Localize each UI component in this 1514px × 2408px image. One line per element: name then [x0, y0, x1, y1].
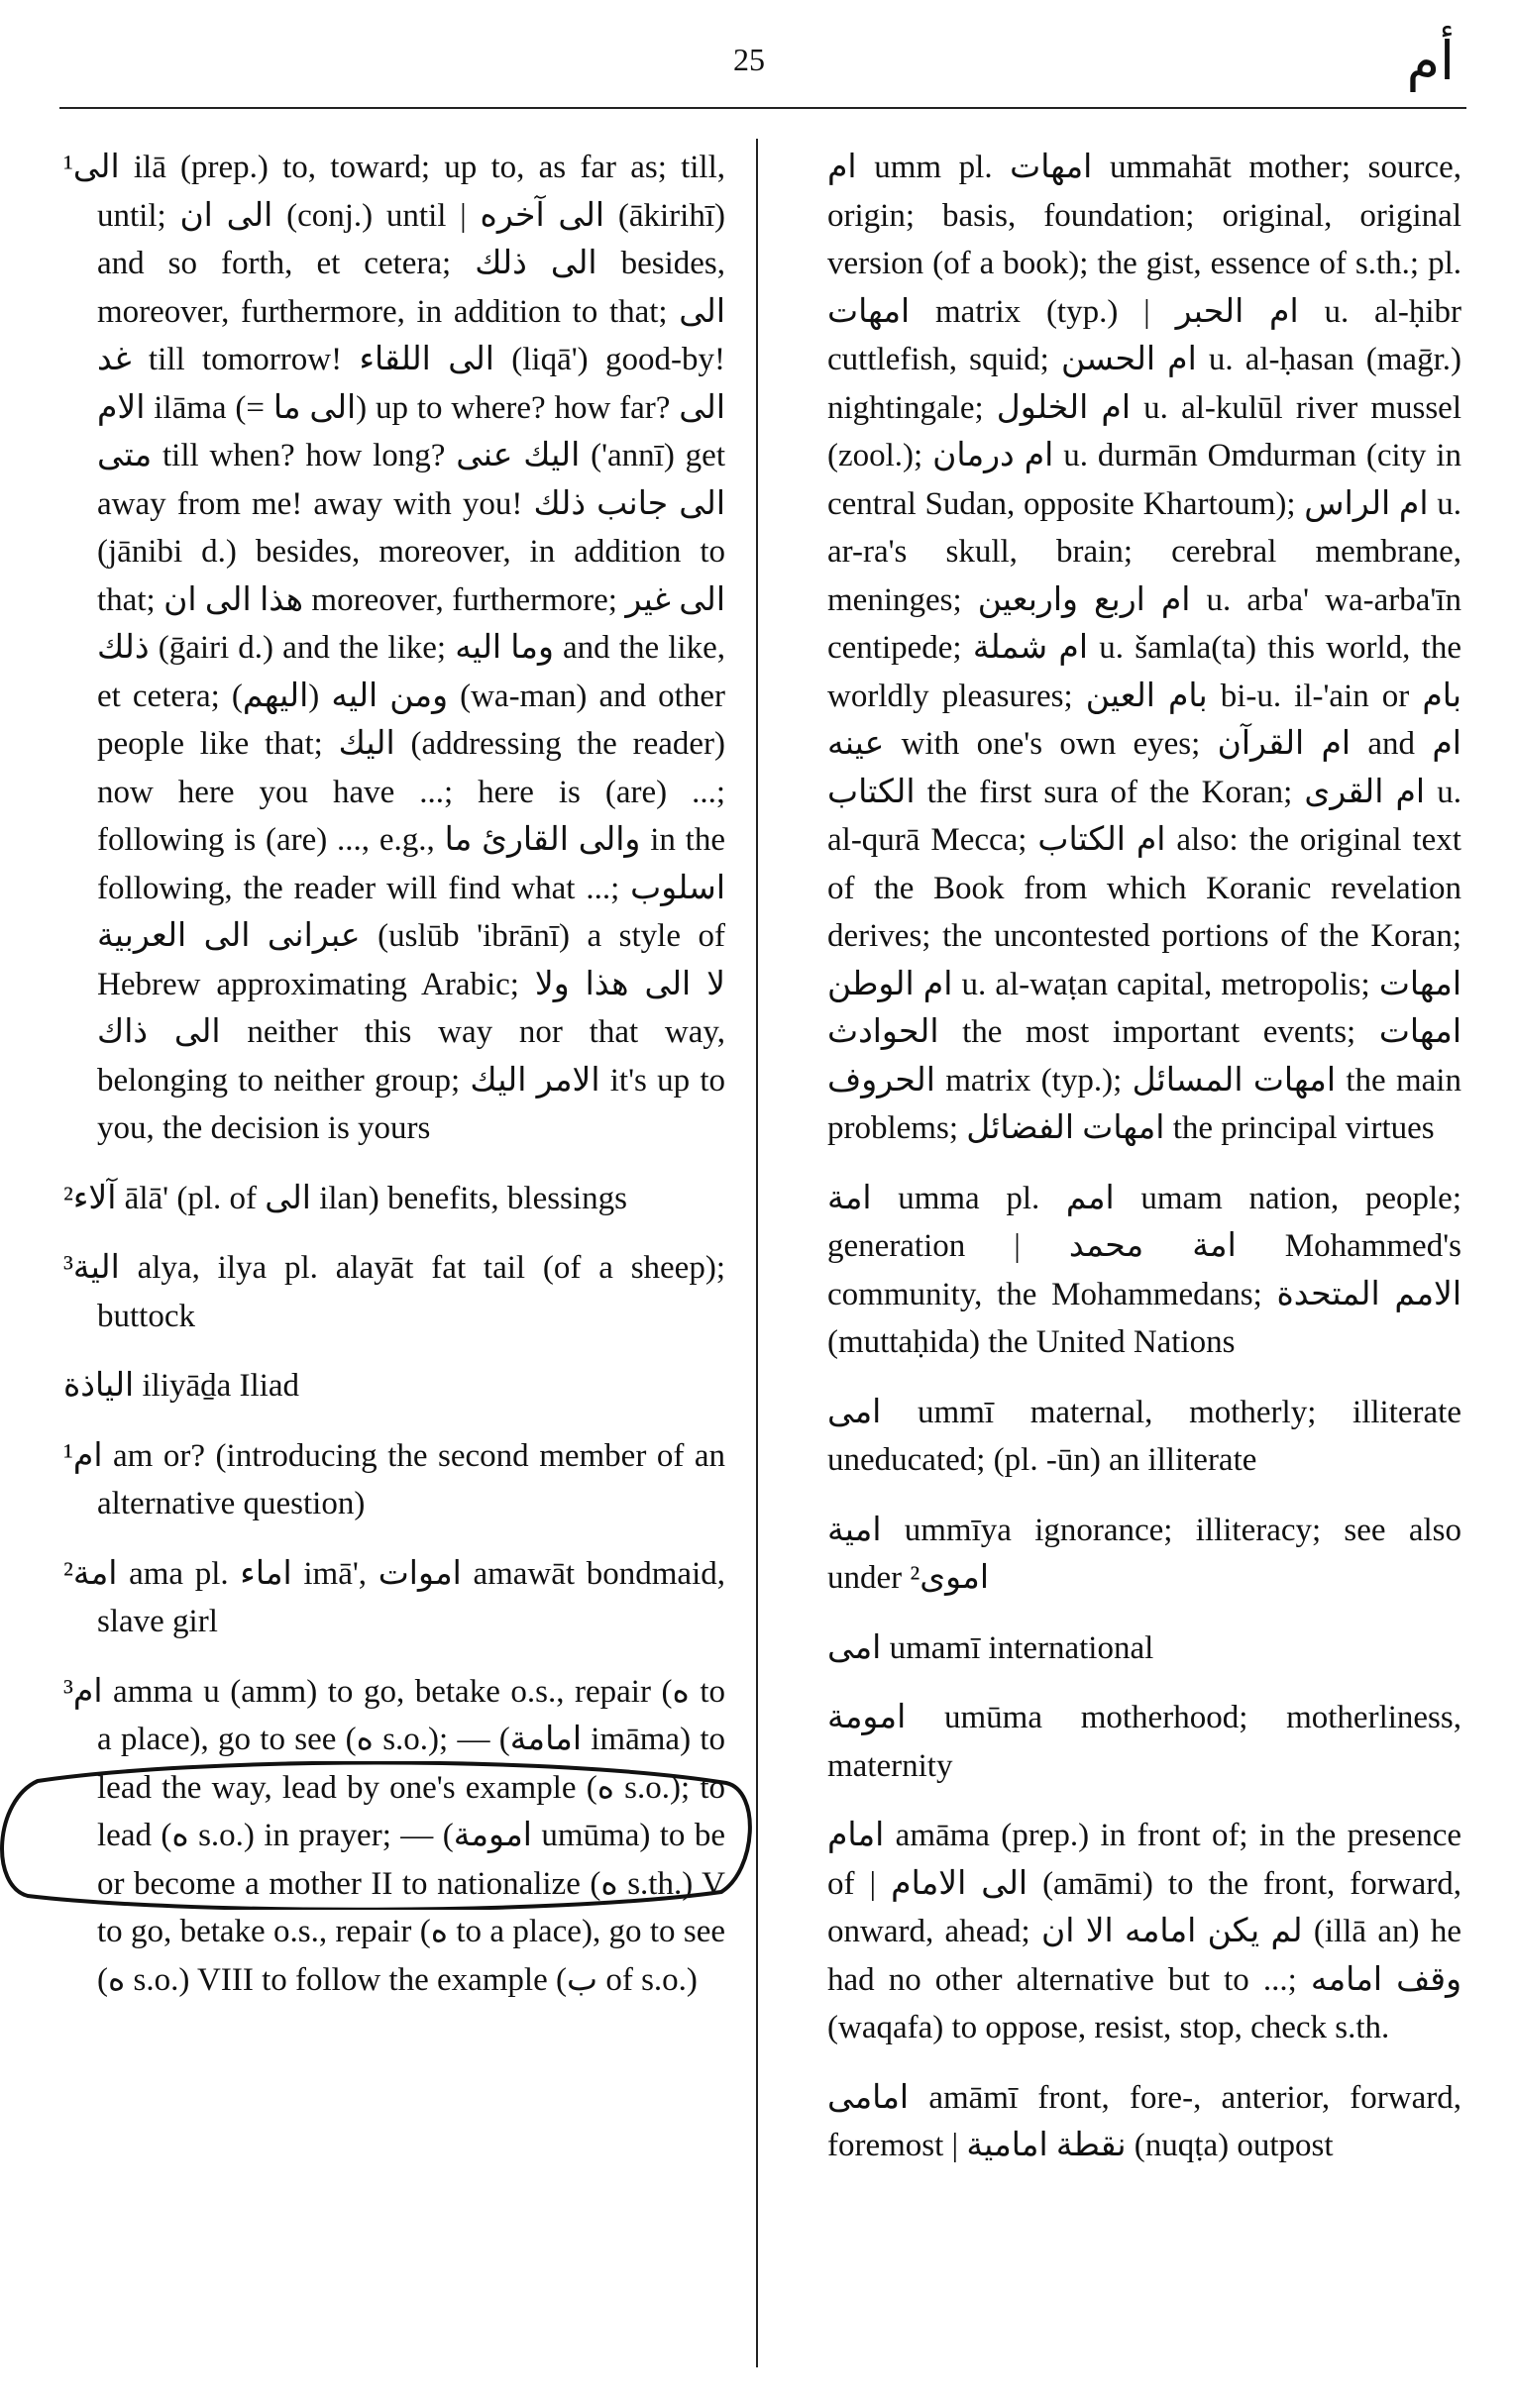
entry-am: ¹ام am or? (introducing the second member of an alternative question) — [63, 1437, 725, 1521]
entry-umuma: امومة umūma motherhood; motherliness, maternity — [827, 1700, 1461, 1784]
entry-ama-circled: ²امة ama pl. اماء imā', اموات amawāt bondmaid, slave girl — [63, 1555, 725, 1639]
right-column — [827, 144, 1461, 2192]
header-rule — [59, 107, 1466, 109]
entry-umm: ام umm pl. امهات ummahāt mother; source, origin; basis, foundation; original, original version (of a book); the gist, essence of s.th.; pl. امهات matrix (typ.) | ام الحبر u. al-ḥibr cuttlefish, squid; ام الحسن u. al-ḥasan (maḡr.) nightingale; ام الخلول u. al-kulūl river mussel (zool.); ام درمان u. durmān Omdurman (city in central Sudan, opposite Khartoum); ام الراس u. ar-ra's skull, brain; cerebral membrane, meninges; ام اربع واربعين u. arba' wa-arba'īn centipede; ام شملة u. šamla(ta) this world, the worldly pleasures; بام العين bi-u. il-'ain or بام عينه with one's own eyes; ام القرآن and ام الكتاب the first sura of the Koran; ام القرى u. al-qurā Mecca; ام الكتاب also: the original text of the Book from which Koranic revelation derives; the uncontested portions of the Koran; ام الوطن u. al-waṭan capital, metropolis; امهات الحوادث the most important events; امهات الحروف matrix (typ.); امهات المسائل the main problems; امهات الفضائل the principal virtues — [827, 150, 1462, 1146]
entry-iliyada: الياذة iliyāḏa Iliad — [63, 1368, 300, 1404]
entry-amama: امام amāma (prep.) in front of; in the presence of | الى الامام (amāmi) to the front, forward, onward, ahead; لم يكن امامه الا ان (illā an) he had no other alternative but to ...; وقف امامه (waqafa) to oppose, resist, stop, check s.th. — [827, 1818, 1462, 2045]
entry-umma: امة umma pl. امم umam nation, people; generation | امة محمد Mohammed's community, the Mohammedans; الامم المتحدة (muttaḥida) the United Nations — [827, 1180, 1461, 1360]
entry-amami: امامى amāmī front, fore-, anterior, forward, foremost | نقطة امامية (nuqṭa) outpost — [827, 2079, 1461, 2163]
page-number: 25 — [733, 42, 765, 77]
left-column — [63, 144, 725, 2026]
entry-ummiya: امية ummīya ignorance; illiteracy; see also under ²اموى — [827, 1512, 1461, 1596]
entry-umami: امى umamī international — [827, 1629, 1154, 1666]
column-divider — [756, 139, 758, 2367]
entry-alya: ³الية alya, ilya pl. alayāt fat tail (of a sheep); buttock — [63, 1250, 725, 1334]
entry-ala: ²آلاء ālā' (pl. of الى ilan) benefits, blessings — [63, 1180, 627, 1216]
entry-ummi: امى ummī maternal, motherly; illiterate uneducated; (pl. -ūn) an illiterate — [827, 1394, 1461, 1478]
entry-amma: ³ام amma u (amm) to go, betake o.s., repair (ه to a place), go to see (ه s.o.); — (امامة imāma) to lead the way, lead by one's example (ه s.o.); to lead (ه s.o.) in prayer; — (امومة umūma) to be or become a mother II to nationalize (ه s.th.) V to go, betake o.s., repair (ه to a place), go to see (ه s.o.) VIII to follow the example (ب of s.o.) — [63, 1673, 726, 1998]
entry-ila: ¹الى ilā (prep.) to, toward; up to, as far as; till, until; الى ان (conj.) until | الى آخره (ākirihī) and so forth, et cetera; الى ذلك besides, moreover, furthermore, in addition to that; الى غد till tomorrow! الى اللقاء (liqā') good-by! الام ilāma (= الى ما) up to where? how far? الى متى till when? how long? اليك عنى ('annī) get away from me! away with you! الى جانب ذلك (jānibi d.) besides, moreover, in addition to that; هذا الى ان moreover, furthermore; الى غير ذلك (ḡairi d.) and the like; وما اليه and the like, et cetera; ومن اليه (اليهم) (wa-man) and other people like that; اليك (addressing the reader) now here you have ...; here is (are) ...; following is (are) ..., e.g., والى القارئ ما in the following, the reader will find what ...; اسلوب عبرانى الى العربية (uslūb 'ibrānī) a style of Hebrew approximating Arabic; لا الى هذا ولا الى ذاك neither this way nor that way, belonging to neither group; الامر اليك it's up to you, the decision is yours — [63, 150, 726, 1146]
head-word: أم — [1406, 32, 1455, 91]
page-header — [0, 0, 1514, 119]
